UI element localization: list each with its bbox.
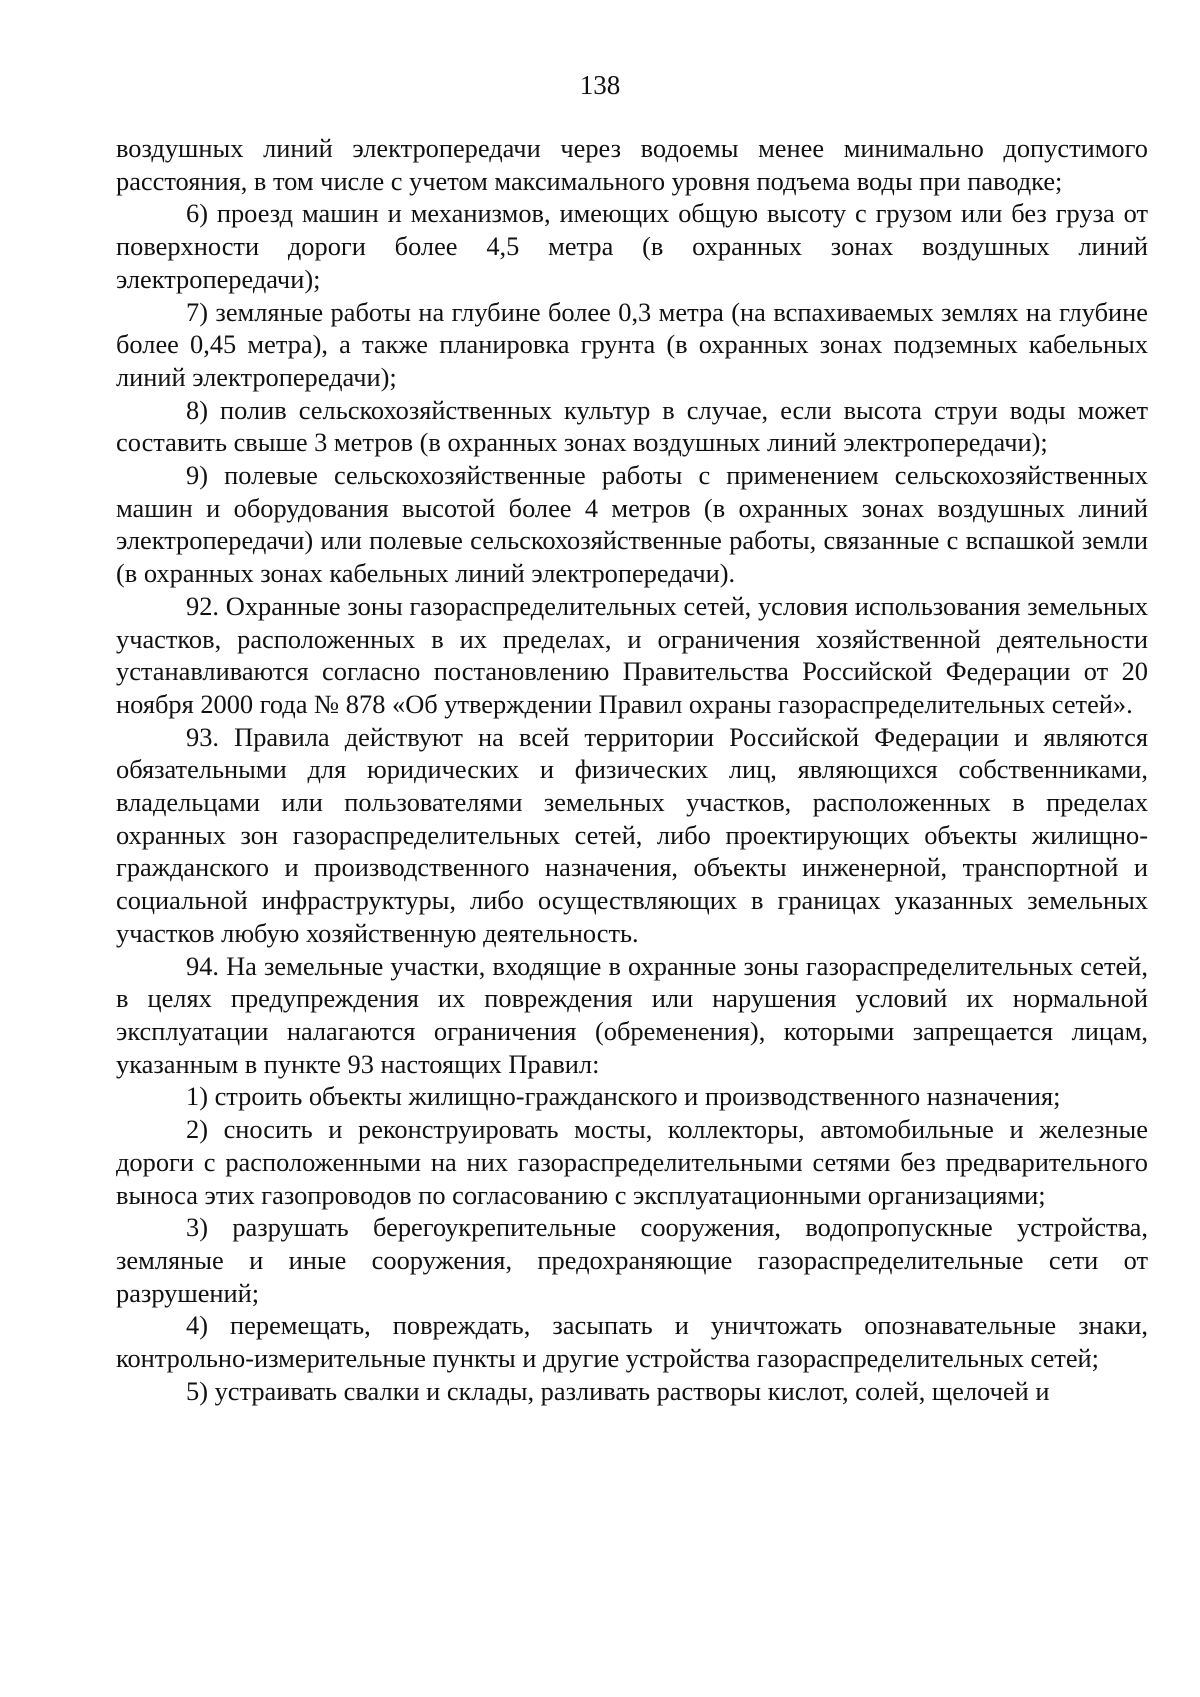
list-item-7: 7) земляные работы на глубине более 0,3 метра (на вспахиваемых землях на глубине более 0,45 метра), а также планировка грунта (в охранных зонах подземных кабельных линий электропередачи); — [116, 296, 1148, 392]
page-number: 138 — [579, 70, 621, 100]
document-body — [116, 132, 1148, 1407]
section-93: 93. Правила действуют на всей территории Российской Федерации и являются обязательными для юридических и физических лиц, являющихся собственниками, владельцами или пользователями земельных участков, расположенных в пределах охранных зон газораспределительных сетей, либо проектирующих объекты жилищно-гражданского и производственного назначения, объекты инженерной, транспортной и социальной инфраструктуры, либо осуществляющих в границах указанных земельных участков любую хозяйственную деятельность. — [116, 721, 1148, 948]
list-item-3: 3) разрушать берегоукрепительные сооружения, водопропускные устройства, земляные и иные сооружения, предохраняющие газораспределительные сети от разрушений; — [116, 1212, 1148, 1308]
section-92: 92. Охранные зоны газораспределительных сетей, условия использования земельных участков, расположенных в их пределах, и ограничения хозяйственной деятельности устанавливаются согласно постановлению Правительства Российской Федерации от 20 ноября 2000 года № 878 «Об утверждении Правил охраны газораспределительных сетей». — [116, 590, 1148, 719]
list-item-9: 9) полевые сельскохозяйственные работы с применением сельскохозяйственных машин и оборудования высотой более 4 метров (в охранных зонах воздушных линий электропередачи) или полевые сельскохозяйственные работы, связанные с вспашкой земли (в охранных зонах кабельных линий электропередачи). — [116, 460, 1148, 589]
list-item-4: 4) перемещать, повреждать, засыпать и уничтожать опознавательные знаки, контрольно-измерительные пункты и другие устройства газораспределительных сетей; — [116, 1310, 1148, 1374]
list-item-1: 1) строить объекты жилищно-гражданского и производственного назначения; — [186, 1081, 1061, 1112]
section-94: 94. На земельные участки, входящие в охранные зоны газораспределительных сетей, в целях предупреждения их повреждения или нарушения условий их нормальной эксплуатации налагаются ограничения (обременения), которыми запрещается лицам, указанным в пункте 93 настоящих Правил: — [116, 950, 1148, 1079]
list-item-8: 8) полив сельскохозяйственных культур в случае, если высота струи воды может составить свыше 3 метров (в охранных зонах воздушных линий электропередачи); — [116, 394, 1148, 458]
paragraph-continuation: воздушных линий электропередачи через водоемы менее минимально допустимого расстояния, в том числе с учетом максимального уровня подъема воды при паводке; — [116, 133, 1148, 196]
list-item-6: 6) проезд машин и механизмов, имеющих общую высоту с грузом или без груза от поверхности дороги более 4,5 метра (в охранных зонах воздушных линий электропередачи); — [116, 198, 1148, 294]
list-item-5: 5) устраивать свалки и склады, разливать растворы кислот, солей, щелочей и — [186, 1375, 1050, 1406]
list-item-2: 2) сносить и реконструировать мосты, коллекторы, автомобильные и железные дороги с расположенными на них газораспределительными сетями без предварительного выноса этих газопроводов по согласованию с эксплуатационными организациями; — [116, 1114, 1148, 1210]
